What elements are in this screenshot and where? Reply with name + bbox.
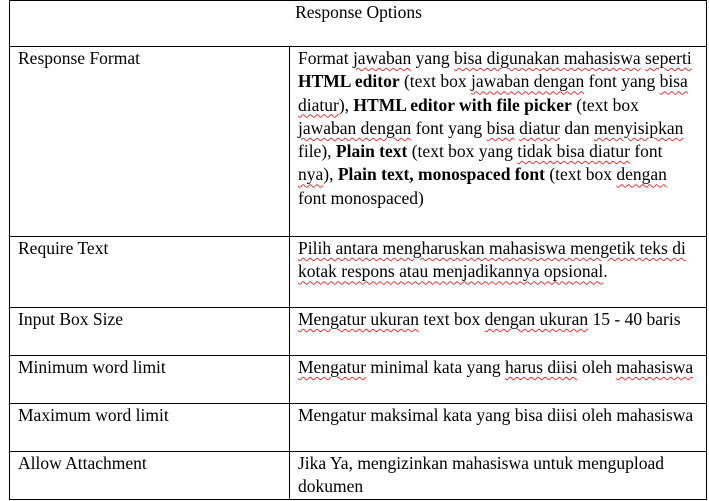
option-label-response-format: Response Format bbox=[10, 47, 290, 237]
desc-text: nya bbox=[298, 164, 324, 185]
desc-bold: HTML editor bbox=[298, 71, 400, 92]
option-desc-minimum-word-limit bbox=[290, 356, 707, 404]
desc-bold: Plain text, monospaced font bbox=[337, 164, 545, 185]
desc-text: yang bbox=[411, 48, 455, 68]
option-label-minimum-word-limit: Minimum word limit bbox=[10, 356, 290, 404]
desc-text: bisa diatur bbox=[298, 71, 688, 115]
desc-text: ), bbox=[323, 164, 338, 185]
option-desc-input-box-size bbox=[290, 308, 707, 356]
table-row bbox=[10, 47, 707, 237]
desc-text: minimal kata yang bbox=[366, 357, 506, 377]
option-desc-allow-attachment bbox=[290, 452, 707, 500]
desc-text: (text box bbox=[571, 94, 639, 115]
desc-text: . bbox=[603, 261, 608, 282]
desc-text: font monospaced) bbox=[298, 187, 424, 208]
desc-text: Jika Ya, mengizinkan mahasiswa untuk mengupload dokumen bbox=[298, 453, 664, 497]
desc-text: tidak bisa diatur bbox=[517, 141, 630, 162]
table-row bbox=[10, 452, 707, 500]
desc-text: jawaban dengan bbox=[471, 71, 585, 92]
desc-text: jawaban bbox=[352, 48, 412, 68]
table-row bbox=[10, 356, 707, 404]
desc-text: dengan ukuran bbox=[484, 309, 589, 329]
desc-text: seperti bbox=[645, 48, 692, 68]
desc-text: 15 - 40 baris bbox=[588, 309, 681, 329]
desc-text: ), bbox=[338, 94, 354, 115]
desc-text: menyisipkan bbox=[594, 117, 684, 138]
desc-text: font yang bbox=[584, 71, 660, 92]
desc-text: (text box bbox=[399, 71, 472, 92]
desc-text: bisa bbox=[486, 117, 515, 138]
desc-text: jawaban dengan bbox=[298, 117, 412, 138]
option-label-allow-attachment: Allow Attachment bbox=[10, 452, 290, 500]
option-label-input-box-size: Input Box Size bbox=[10, 308, 290, 356]
option-label-require-text: Require Text bbox=[10, 237, 290, 308]
desc-text: Mengatur ukuran bbox=[298, 309, 420, 329]
table-title: Response Options bbox=[10, 1, 707, 47]
desc-text: harus diisi bbox=[505, 357, 578, 377]
desc-text: oleh bbox=[577, 357, 617, 377]
desc-text: dan bbox=[559, 117, 594, 138]
desc-text: (text box bbox=[544, 164, 617, 185]
desc-text: font yang bbox=[411, 117, 487, 138]
desc-bold: HTML editor with file picker bbox=[353, 94, 572, 115]
option-label-maximum-word-limit: Maximum word limit bbox=[10, 404, 290, 452]
option-desc-maximum-word-limit bbox=[290, 404, 707, 452]
desc-text: Mengatur bbox=[298, 357, 367, 377]
desc-text: font bbox=[629, 141, 663, 162]
desc-text: file), bbox=[298, 141, 336, 162]
desc-text: mahasiswa bbox=[616, 357, 694, 377]
response-options-table bbox=[9, 0, 707, 500]
desc-text: bisa digunakan mahasiswa bbox=[454, 48, 641, 68]
desc-text: dengan bbox=[616, 164, 667, 185]
desc-text: Pilih antara mengharuskan mahasiswa mengetik teks di kotak respons atau menjadikannya opsional bbox=[298, 238, 686, 282]
option-desc-require-text bbox=[290, 237, 707, 308]
table-header-row bbox=[10, 1, 707, 47]
desc-text: (text box yang bbox=[407, 141, 518, 162]
desc-text: diatur bbox=[519, 117, 560, 138]
desc-text: Mengatur maksimal kata yang bisa diisi oleh mahasiswa bbox=[298, 405, 694, 425]
table-row bbox=[10, 308, 707, 356]
desc-bold: Plain text bbox=[335, 141, 408, 162]
table-row bbox=[10, 237, 707, 308]
option-desc-response-format bbox=[290, 47, 707, 237]
desc-text: Format bbox=[298, 48, 353, 68]
desc-text: text box bbox=[419, 309, 485, 329]
table-row bbox=[10, 404, 707, 452]
